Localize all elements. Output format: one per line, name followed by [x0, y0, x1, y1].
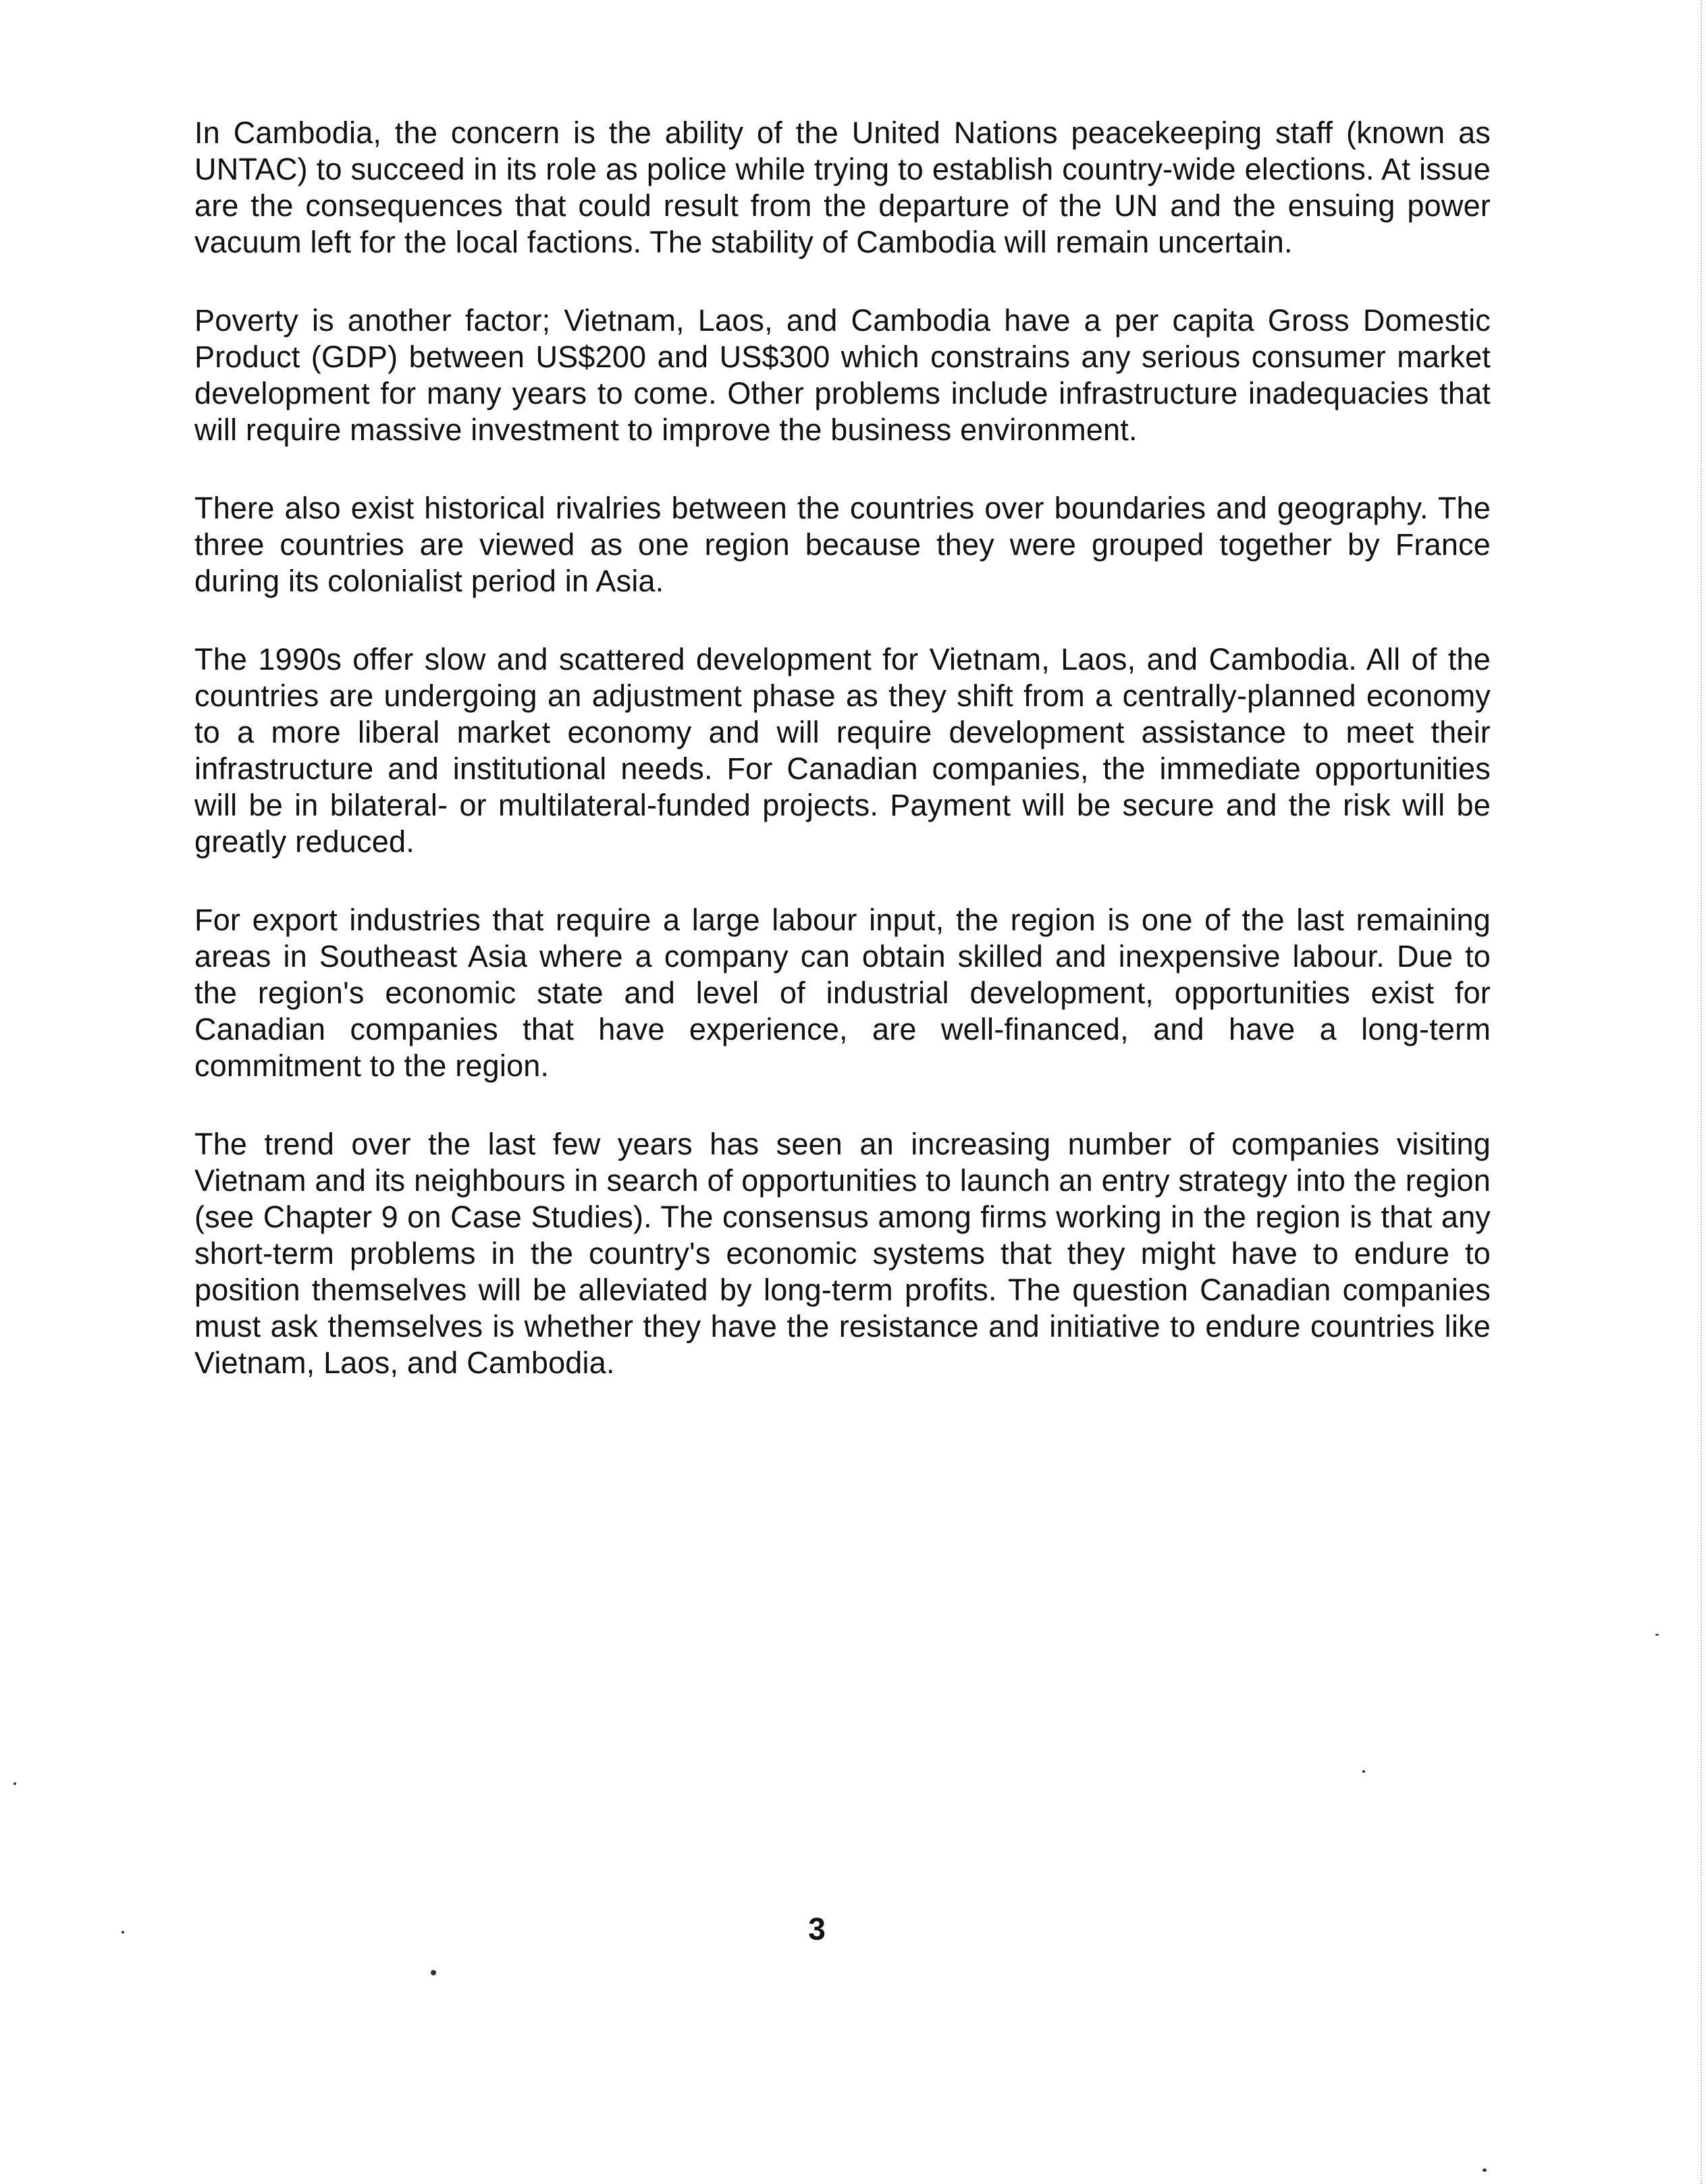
paragraph-poverty: Poverty is another factor; Vietnam, Laos, and Cambodia have a per capita Gross Domestic Product (GDP) between US$200 and US$300 which constrains any serious consumer market development for many years to come. Other problems include infrastructure inadequacies that will require massive investment to improve the business environment. — [194, 303, 1491, 447]
paragraph-export-industries: For export industries that require a large labour input, the region is one of the last remaining areas in Southeast Asia where a company can obtain skilled and inexpensive labour. Due to the region's economic state and level of industrial development, opportunities exist for Canadian companies that have experience, are well-financed, and have a long-term commitment to the region. — [194, 903, 1491, 1083]
scan-speck — [1362, 1770, 1365, 1773]
scan-speck — [1483, 2168, 1487, 2172]
paragraph-trend: The trend over the last few years has seen an increasing number of companies visiting Vietnam and its neighbours in search of opportunities to launch an entry strategy into the region (see Chapter 9 on Case Studies). The consensus among firms working in the region is that any short-term problems in the country's economic systems that they might have to endure to position themselves will be alleviated by long-term profits. The question Canadian companies must ask themselves is whether they have the resistance and initiative to endure countries like Vietnam, Laos, and Cambodia. — [194, 1127, 1491, 1380]
scan-edge — [1701, 0, 1706, 2184]
scan-speck — [14, 1782, 16, 1785]
scan-speck — [122, 1931, 124, 1934]
paragraph-1990s-development: The 1990s offer slow and scattered development for Vietnam, Laos, and Cambodia. All of the countries are undergoing an adjustment phase as they shift from a centrally-planned economy to a more liberal market economy and will require development assistance to meet their infrastructure and institutional needs. For Canadian companies, the immediate opportunities will be in bilateral- or multilateral-funded projects. Payment will be secure and the risk will be greatly reduced. — [194, 642, 1491, 859]
paragraph-cambodia-untac: In Cambodia, the concern is the ability of the United Nations peacekeeping staff (known as UNTAC) to succeed in its role as police while trying to establish country-wide elections. At issue are the consequences that could result from the departure of the UN and the ensuing power vacuum left for the local factions. The stability of Cambodia will remain uncertain. — [194, 115, 1491, 259]
paragraph-historical-rivalries: There also exist historical rivalries between the countries over boundaries and geography. The three countries are viewed as one region because they were grouped together by France during its colonialist period in Asia. — [194, 491, 1491, 598]
page-number: 3 — [808, 1911, 826, 1946]
body-text — [194, 115, 1491, 1423]
scan-speck — [431, 1970, 436, 1975]
scan-speck — [1655, 1634, 1659, 1636]
